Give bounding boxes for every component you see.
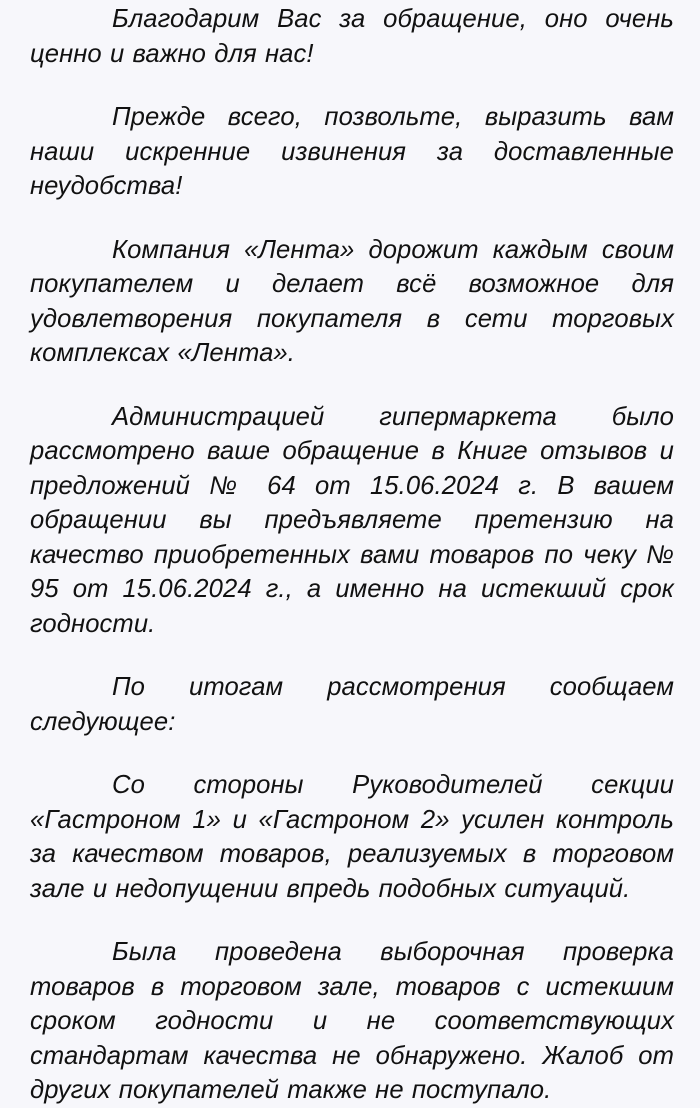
paragraph-complaint-review: Администрацией гипермаркета было рассмотрено ваше обращение в Книге отзывов и предложений № 64 от 15.06.2024 г. В вашем обращении вы предъявляете претензию на качество приобретенных вами товаров по чеку № 95 от 15.06.2024 г., а именно на истекший срок годности. (30, 402, 674, 638)
paragraph-results-intro: По итогам рассмотрения сообщаем следующее: (30, 673, 674, 736)
paragraph-apology: Прежде всего, позвольте, выразить вам наши искренние извинения за доставленные неудобства! (30, 103, 674, 200)
paragraph-gratitude: Благодарим Вас за обращение, оно очень ценно и важно для нас! (30, 5, 674, 68)
paragraph-inspection-results: Была проведена выборочная проверка товаров в торговом зале, товаров с истекшим сроком годности и не соответствующих стандартам качества не обнаружено. Жалоб от других покупателей также не поступало. (30, 938, 674, 1104)
paragraph-quality-control: Со стороны Руководителей секции «Гастроном 1» и «Гастроном 2» усилен контроль за качеством товаров, реализуемых в торговом зале и недопущении впредь подобных ситуаций. (30, 771, 674, 903)
paragraph-company-values: Компания «Лента» дорожит каждым своим покупателем и делает всё возможное для удовлетворения покупателя в сети торговых комплексах «Лента». (30, 235, 674, 367)
